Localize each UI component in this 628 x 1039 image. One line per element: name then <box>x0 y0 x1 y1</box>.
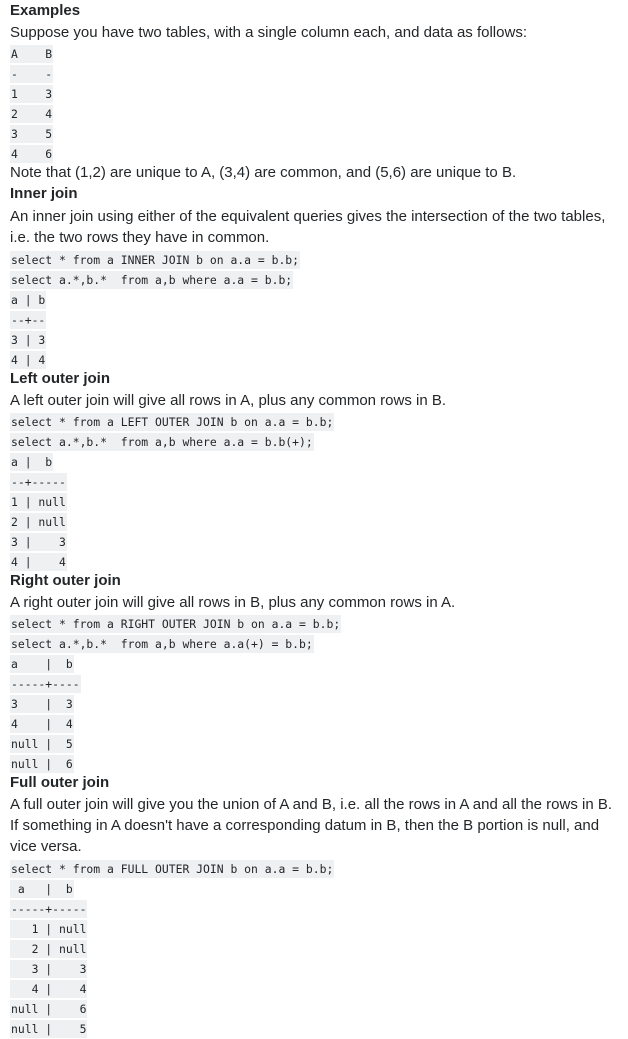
code-text: a | b <box>11 293 46 307</box>
right-join-code <box>10 614 341 774</box>
code-line <box>10 44 53 64</box>
code-line <box>10 634 341 654</box>
code-text: 4 | 4 <box>11 353 46 367</box>
examples-section <box>10 1 80 21</box>
code-line <box>10 879 334 899</box>
examples-note: Note that (1,2) are unique to A, (3,4) are common, and (5,6) are unique to B. <box>10 164 517 181</box>
code-line <box>10 250 300 270</box>
code-line <box>10 452 334 472</box>
inner-join-code <box>10 250 300 370</box>
code-line <box>10 754 341 774</box>
code-line <box>10 959 334 979</box>
code-line <box>10 899 334 919</box>
code-text: select a.*,b.* from a,b where a.a(+) = b.b; <box>11 637 313 651</box>
code-text: null | 5 <box>11 737 73 751</box>
full-join-description: A full outer join will give you the union of A and B, i.e. all the rows in A and all the rows in B. If something in A doesn't have a corresponding datum in B, then the B portion is null, and vice versa. <box>10 796 613 855</box>
code-text: 3 | 3 <box>11 962 87 976</box>
inner-join-heading: Inner join <box>10 185 78 202</box>
code-text: 1 | null <box>11 922 87 936</box>
code-line <box>10 270 300 290</box>
code-text: 4 | 4 <box>11 555 66 569</box>
code-line <box>10 84 53 104</box>
code-line <box>10 939 334 959</box>
examples-intro: Suppose you have two tables, with a single column each, and data as follows: <box>10 24 527 41</box>
code-line <box>10 654 341 674</box>
left-join-code <box>10 412 334 572</box>
code-line <box>10 532 334 552</box>
full-join-code <box>10 859 334 1039</box>
tables-code-block <box>10 44 53 164</box>
code-line <box>10 104 53 124</box>
code-line <box>10 552 334 572</box>
code-text: select a.*,b.* from a,b where a.a = b.b; <box>11 273 293 287</box>
code-text: 3 5 <box>11 127 53 141</box>
code-text: -----+----- <box>11 902 87 916</box>
code-text: 3 | 3 <box>11 535 66 549</box>
code-line <box>10 144 53 164</box>
code-text: select * from a LEFT OUTER JOIN b on a.a = b.b; <box>11 415 334 429</box>
code-text: 1 3 <box>11 87 53 101</box>
code-line <box>10 714 341 734</box>
code-line <box>10 432 334 452</box>
code-line <box>10 694 341 714</box>
code-text: select * from a FULL OUTER JOIN b on a.a = b.b; <box>11 862 334 876</box>
code-text: 2 4 <box>11 107 53 121</box>
code-line <box>10 1019 334 1039</box>
code-text: null | 6 <box>11 757 73 771</box>
code-text: 4 6 <box>11 147 53 161</box>
inner-join-description: An inner join using either of the equivalent queries gives the intersection of the two tables, i.e. the two rows they have in common. <box>10 208 606 246</box>
examples-heading: Examples <box>10 2 81 19</box>
code-line <box>10 734 341 754</box>
code-text: A B <box>11 47 53 61</box>
left-join-heading: Left outer join <box>10 370 110 387</box>
code-text: null | 5 <box>11 1022 87 1036</box>
code-text: a | b <box>11 882 73 896</box>
code-text: select * from a RIGHT OUTER JOIN b on a.a = b.b; <box>11 617 341 631</box>
code-line <box>10 614 341 634</box>
right-join-description: A right outer join will give all rows in B, plus any common rows in A. <box>10 594 456 611</box>
code-line <box>10 512 334 532</box>
code-text: --+----- <box>11 475 66 489</box>
code-text: --+-- <box>11 313 46 327</box>
code-line <box>10 412 334 432</box>
left-join-description: A left outer join will give all rows in A, plus any common rows in B. <box>10 392 447 409</box>
code-line <box>10 290 300 310</box>
code-text: 2 | null <box>11 515 66 529</box>
full-join-heading: Full outer join <box>10 774 110 791</box>
code-line <box>10 492 334 512</box>
code-line <box>10 330 300 350</box>
code-line <box>10 919 334 939</box>
code-text: 1 | null <box>11 495 66 509</box>
code-line <box>10 310 300 330</box>
code-text: 3 | 3 <box>11 333 46 347</box>
code-text: a | b <box>11 455 53 469</box>
code-line <box>10 472 334 492</box>
code-line <box>10 64 53 84</box>
code-text: select a.*,b.* from a,b where a.a = b.b(+); <box>11 435 313 449</box>
code-line <box>10 350 300 370</box>
code-text: null | 6 <box>11 1002 87 1016</box>
code-text: 4 | 4 <box>11 717 73 731</box>
code-text: - - <box>11 67 53 81</box>
code-text: select * from a INNER JOIN b on a.a = b.b; <box>11 253 300 267</box>
code-line <box>10 674 341 694</box>
code-text: 4 | 4 <box>11 982 87 996</box>
code-line <box>10 979 334 999</box>
code-line <box>10 999 334 1019</box>
code-text: -----+---- <box>11 677 80 691</box>
code-text: 2 | null <box>11 942 87 956</box>
code-line <box>10 859 334 879</box>
code-text: 3 | 3 <box>11 697 73 711</box>
code-text: a | b <box>11 657 73 671</box>
right-join-heading: Right outer join <box>10 572 121 589</box>
code-line <box>10 124 53 144</box>
